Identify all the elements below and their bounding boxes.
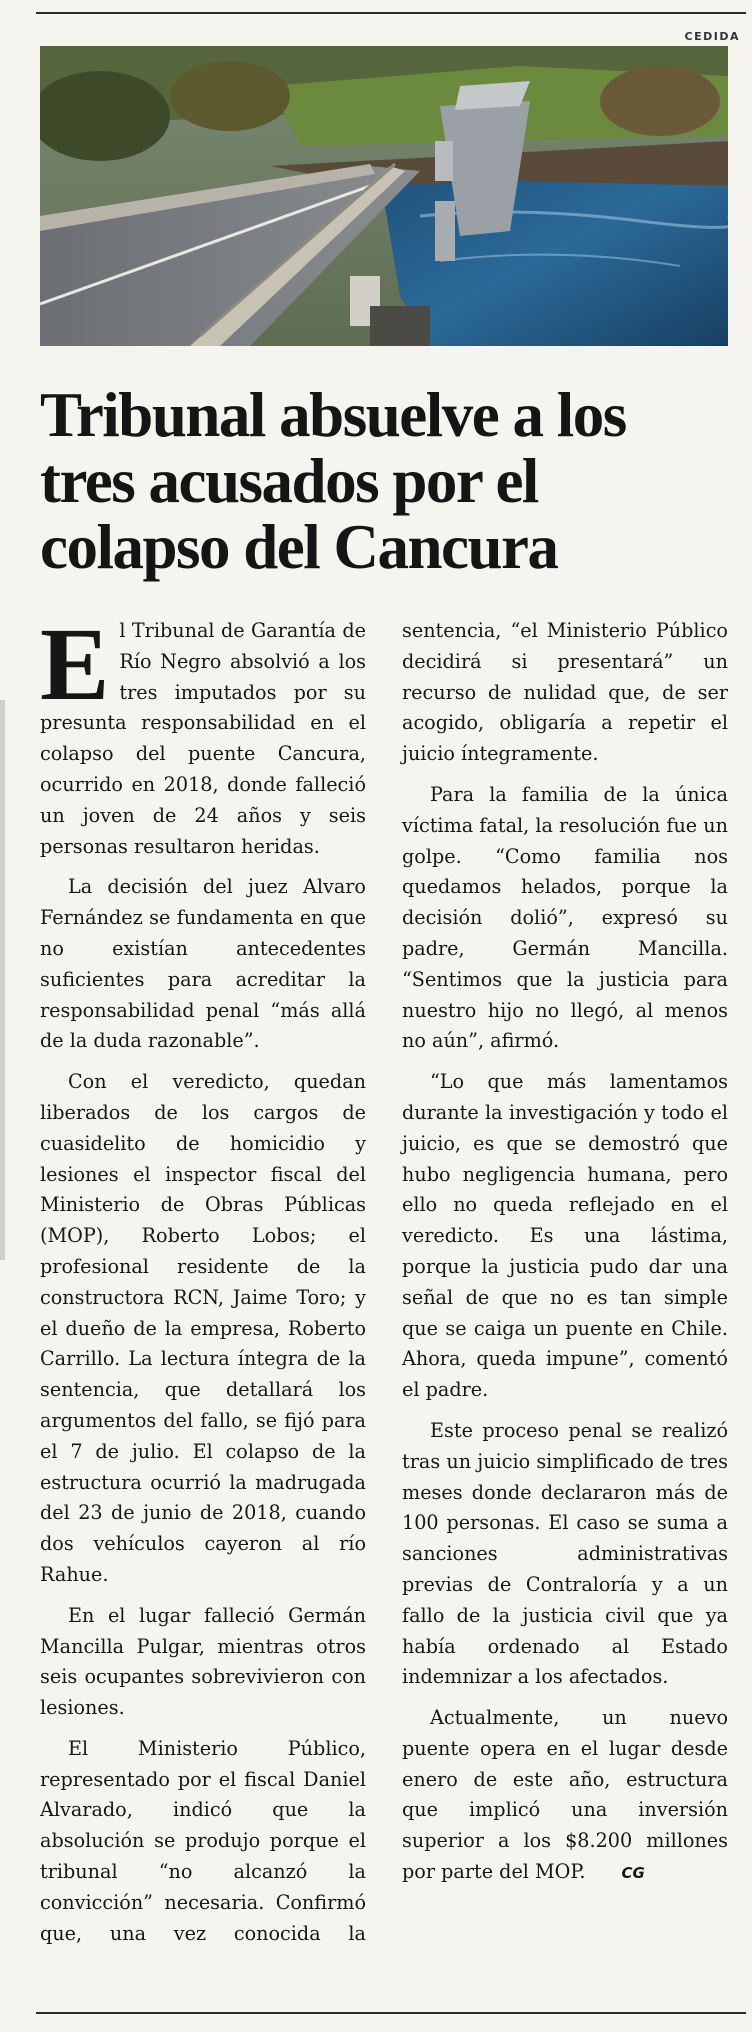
paragraph-8: Este proceso penal se realizó tras un juicio simplificado de tres meses donde declararon más de 100 personas. El caso se suma a sanciones administrativas previas de Contraloría y a un fallo de la justicia civil que ya había ordenado al Estado indemnizar a los afectados. [402,1418,728,1689]
paragraph-1-text: l Tribunal de Garantía de Río Negro absolvió a los tres imputados por su presunta responsabilidad en el colapso del puente Cancura, ocurrido en 2018, donde falleció un joven de 24 años y seis personas resultaron heridas. [40,619,366,858]
headline: Tribunal absuelve a los tres acusados por el colapso del Cancura [40,380,626,582]
article-body [40,607,728,1956]
bottom-rule [36,2012,746,2014]
paragraph-9-text: Actualmente, un nuevo puente opera en el lugar desde enero de este año, estructura que implicó una inversión superior a los $8.200 millones por parte del MOP. [402,1706,728,1884]
article-photo [40,46,728,346]
paragraph-4: En el lugar falleció Germán Mancilla Pulgar, mientras otros seis ocupantes sobrevivieron con lesiones. [40,1603,366,1720]
paragraph-9 [402,1703,728,1889]
paragraph-3: Con el veredicto, quedan liberados de los cargos de cuasidelito de homicidio y lesiones el inspector fiscal del Ministerio de Obras Públicas (MOP), Roberto Lobos; el profesional residente de la constructora RCN, Jaime Toro; y el dueño de la empresa, Roberto Carrillo. La lectura íntegra de la sentencia, que detallará los argumentos del fallo, se fijó para el 7 de julio. El colapso de la estructura ocurrió la madrugada del 23 de junio de 2018, cuando dos vehículos cayeron al río Rahue. [40,1070,366,1586]
author-signature: CG [621,1864,645,1883]
paragraph-1 [40,607,366,862]
paragraph-7: “Lo que más lamentamos durante la investigación y todo el juicio, es que se demostró que hubo negligencia humana, pero ello no queda reflejado en el veredicto. Es una lástima, porque la justicia pudo dar una señal de que no es tan simple que se caiga un puente en Chile. Ahora, queda impune”, comentó el padre. [402,1070,728,1402]
photo-credit: CEDIDA [684,30,740,43]
page-edge-shadow [0,700,5,1260]
paragraph-6: Para la familia de la única víctima fatal, la resolución fue un golpe. “Como familia nos quedamos helados, porque la decisión dolió”, expresó su padre, Germán Mancilla. “Sentimos que la justicia para nuestro hijo no llegó, al menos no aún”, afirmó. [402,782,728,1053]
paragraph-5: El Ministerio Público, representado por el fiscal Daniel Alvarado, indicó que la absolución se produjo porque el tribunal “no alcanzó la convicción” necesaria. Confirmó que, una vez conocida la sentencia, “el Ministerio Público decidirá si presentará” un recurso de nulidad que, de ser acogido, obligaría a repetir el juicio íntegramente. [40,619,728,1945]
bridge-collapse-photo-icon [40,46,728,346]
drop-cap: E [40,607,110,722]
top-rule [36,12,746,14]
paragraph-2: La decisión del juez Alvaro Fernández se fundamenta en que no existían antecedentes suficientes para acreditar la responsabilidad penal “más allá de la duda razonable”. [40,875,366,1053]
